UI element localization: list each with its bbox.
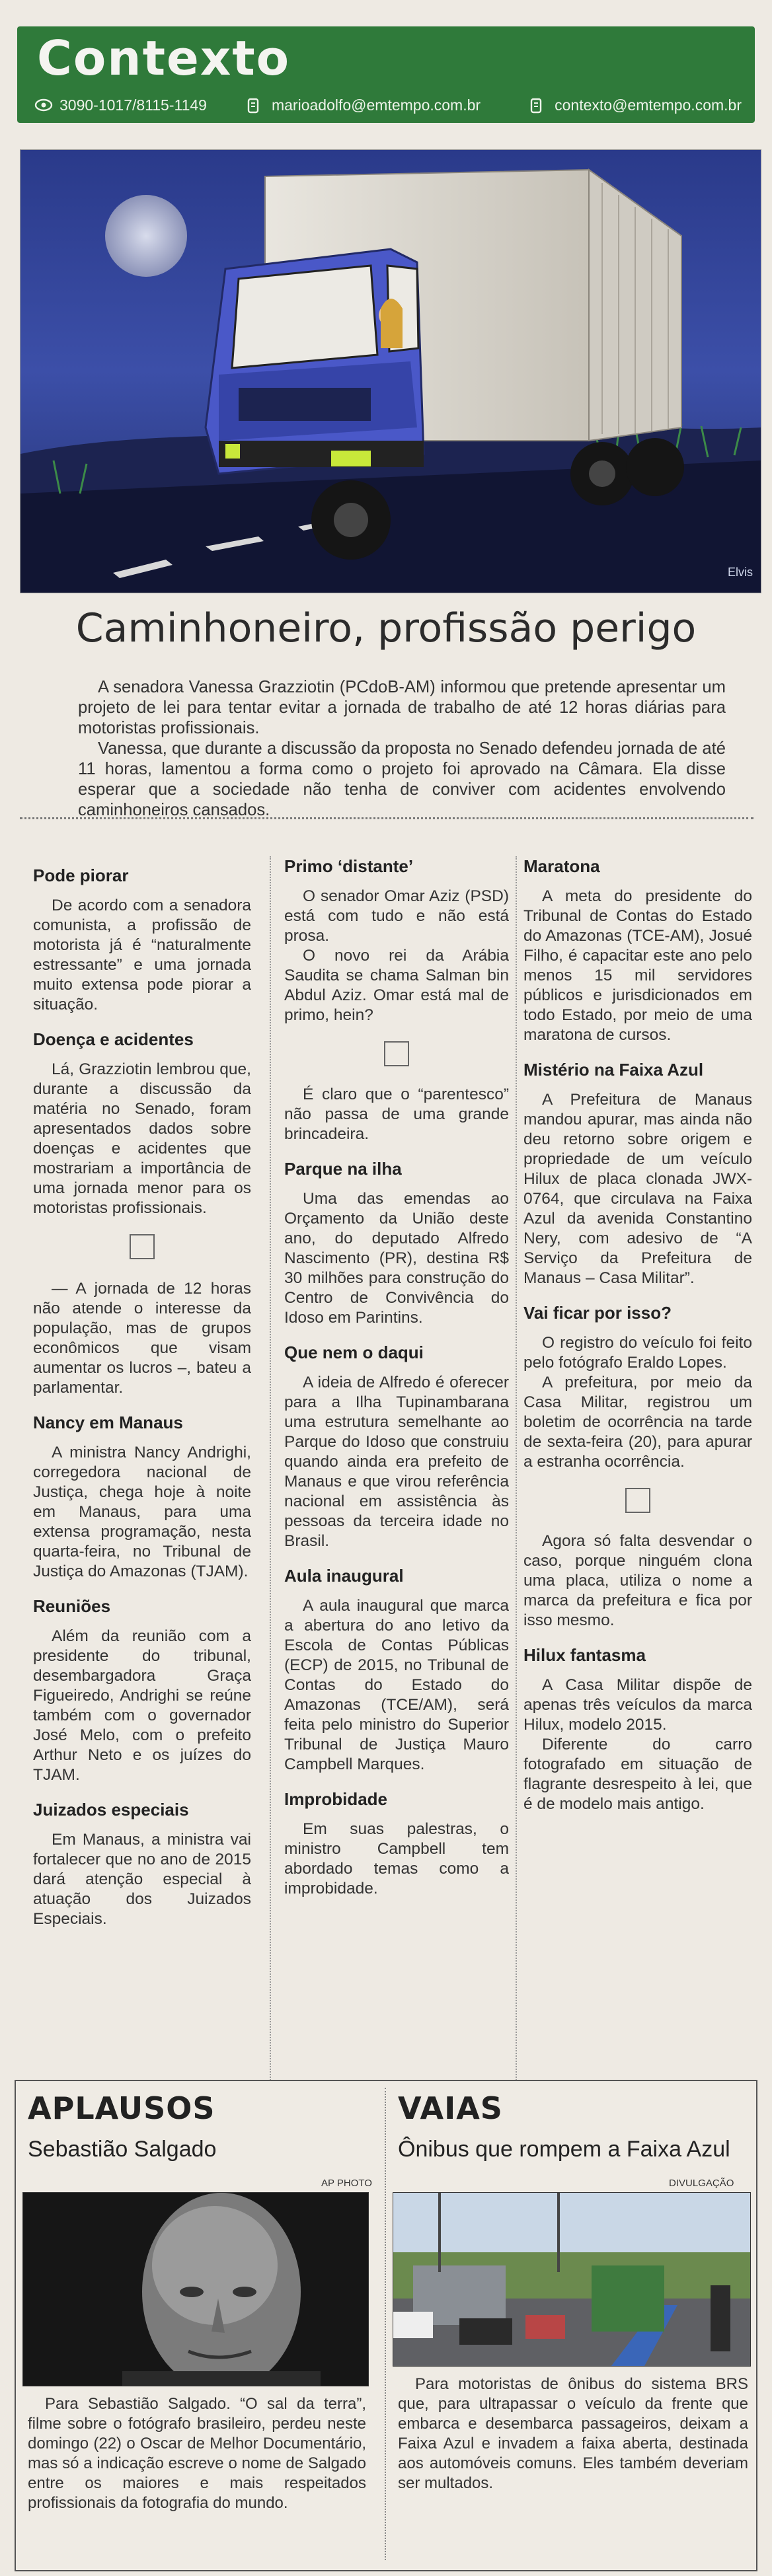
box-divider bbox=[385, 2088, 386, 2560]
lead-paragraph: A senadora Vanessa Grazziotin (PCdoB-AM) informou que pretende apresentar um projeto de lei para tentar evitar a jornada de trabalho de até 12 horas diárias para motoristas profissionais. bbox=[78, 678, 726, 737]
column-3 bbox=[523, 856, 752, 1814]
subhead-pode-piorar: Pode piorar bbox=[33, 865, 129, 885]
paragraph: — A jornada de 12 horas não atende o interesse da população, mas de grupos econômicos que visam aumentar os lucros –, bateu a parlamentar. bbox=[33, 1280, 251, 1397]
separator-box-icon bbox=[384, 1041, 409, 1066]
paragraph: É claro que o “parentesco” não passa de uma grande brincadeira. bbox=[284, 1086, 509, 1143]
subhead-vai-ficar: Vai ficar por isso? bbox=[523, 1303, 672, 1323]
mail-icon bbox=[247, 98, 265, 112]
subhead-aula: Aula inaugural bbox=[284, 1566, 404, 1586]
email-contact-1[interactable] bbox=[247, 96, 481, 114]
email-address-1: marioadolfo@emtempo.com.br bbox=[271, 96, 481, 114]
vaias-text bbox=[398, 2374, 748, 2493]
dotted-divider bbox=[20, 817, 753, 819]
email-address-2: contexto@emtempo.com.br bbox=[555, 96, 742, 114]
paragraph: A aula inaugural que marca a abertura do ano letivo da Escola de Contas Públicas (ECP) de 2015, no Tribunal de Contas do Estado do Amazonas (TCE/AM), será feita pelo ministro do Superior Tribunal de Justiça Mauro Campbell Marques. bbox=[284, 1597, 509, 1773]
paragraph: A Casa Militar dispõe de apenas três veículos da marca Hilux, modelo 2015. bbox=[523, 1676, 752, 1734]
contact-bar bbox=[17, 92, 755, 118]
subhead-improbidade: Improbidade bbox=[284, 1789, 388, 1809]
paragraph: Diferente do carro fotografado em situação de flagrante desrespeito à lei, que é de modelo mais antigo. bbox=[523, 1736, 752, 1813]
vaias-subtitle: Ônibus que rompem a Faixa Azul bbox=[398, 2137, 730, 2162]
paragraph: Uma das emendas ao Orçamento da União deste ano, do deputado Alfredo Nascimento (PR), destina R$ 30 milhões para construção do Centro de Convivência do Idoso em Parintins. bbox=[284, 1190, 509, 1327]
paragraph: Para Sebastião Salgado. “O sal da terra”, filme sobre o fotógrafo brasileiro, perdeu neste domingo (22) o Oscar de Melhor Documentário, mas só a indicação escreve o nome de Salgado entre os maiores e mais respeitados profissionais da fotografia do mundo. bbox=[28, 2395, 366, 2512]
subhead-parque: Parque na ilha bbox=[284, 1159, 402, 1179]
section-title: Contexto bbox=[37, 30, 291, 86]
column-1 bbox=[33, 865, 251, 1929]
subhead-reunioes: Reuniões bbox=[33, 1596, 111, 1616]
paragraph: A ministra Nancy Andrighi, corregedora nacional de Justiça, chega hoje à noite em Manaus, para uma extensa programação, nesta quarta-feira, no Tribunal de Justiça do Amazonas (TJAM). bbox=[33, 1444, 251, 1580]
phone-number: 3090-1017/8115-1149 bbox=[59, 96, 207, 114]
paragraph: O novo rei da Arábia Saudita se chama Salman bin Abdul Aziz. Omar está mal de primo, hein? bbox=[284, 947, 509, 1024]
subhead-primo: Primo ‘distante’ bbox=[284, 856, 414, 876]
aplausos-vaias-box bbox=[15, 2080, 757, 2571]
paragraph: A prefeitura, por meio da Casa Militar, registrou um boletim de ocorrência na tarde de sexta-feira (20), para apurar a estranha ocorrência. bbox=[523, 1374, 752, 1471]
email-contact-2[interactable] bbox=[529, 96, 742, 114]
section-header bbox=[17, 26, 755, 123]
paragraph: De acordo com a senadora comunista, a profissão de motorista já é “naturalmente estressante” e uma jornada muito extensa pode piorar a situação. bbox=[33, 897, 251, 1013]
paragraph: A Prefeitura de Manaus mandou apurar, mas ainda não deu retorno sobre origem e propriedade de um veículo Hilux de placa clonada JWX-0764, que circulava na Faixa Azul da avenida Constantino Nery, com adesivo de “A Serviço da Prefeitura de Manaus – Casa Militar”. bbox=[523, 1091, 752, 1287]
phone-icon bbox=[34, 98, 53, 112]
headline: Caminhoneiro, profissão perigo bbox=[75, 605, 697, 651]
paragraph: Em Manaus, a ministra vai fortalecer que no ano de 2015 dará atenção especial à atuação dos Juizados Especiais. bbox=[33, 1831, 251, 1928]
separator-box-icon bbox=[625, 1488, 650, 1513]
aplausos-title: APLAUSOS bbox=[28, 2090, 215, 2126]
photo-credit: AP PHOTO bbox=[321, 2178, 372, 2189]
subhead-nancy: Nancy em Manaus bbox=[33, 1413, 183, 1432]
column-divider bbox=[516, 856, 517, 2112]
paragraph: Lá, Grazziotin lembrou que, durante a discussão da matéria no Senado, foram apresentados dados sobre doenças e acidentes que mostrariam a importância de uma jornada menor para os motoristas profissionais. bbox=[33, 1060, 251, 1217]
paragraph: Agora só falta desvendar o caso, porque ninguém clona uma placa, utiliza o nome a marca da prefeitura e fica por isso mesmo. bbox=[523, 1532, 752, 1629]
paragraph: A meta do presidente do Tribunal de Contas do Estado do Amazonas (TCE-AM), Josué Filho, é capacitar este ano pelo menos 15 mil servidores públicos e jurisdicionados em todo Estado, por meio de uma maratona de cursos. bbox=[523, 887, 752, 1044]
truck-illustration bbox=[20, 149, 761, 593]
paragraph: Para motoristas de ônibus do sistema BRS que, para ultrapassar o veículo da frente que embarca e desembarca passageiros, deixam a Faixa Azul e invadem a faixa aberta, destinada aos automóveis comuns. Eles também deveriam ser multados. bbox=[398, 2375, 748, 2492]
mail-icon bbox=[529, 98, 548, 112]
lead-paragraphs bbox=[78, 677, 726, 821]
column-2 bbox=[284, 856, 509, 1899]
subhead-que-nem: Que nem o daqui bbox=[284, 1343, 424, 1362]
lead-paragraph: Vanessa, que durante a discussão da proposta no Senado defendeu jornada de até 11 horas, lamentou a forma como o projeto foi aprovado na Câmara. Ela disse esperar que a sociedade não tenha de conviver com acidentes envolvendo caminhoneiros cansados. bbox=[78, 739, 726, 819]
vaias-title: VAIAS bbox=[398, 2090, 503, 2126]
subhead-maratona: Maratona bbox=[523, 856, 600, 876]
subhead-juizados: Juizados especiais bbox=[33, 1800, 189, 1820]
paragraph: O senador Omar Aziz (PSD) está com tudo e não está prosa. bbox=[284, 887, 509, 945]
illustration-credit: Elvis bbox=[727, 566, 753, 579]
aplausos-text bbox=[28, 2394, 366, 2513]
salgado-photo bbox=[22, 2192, 369, 2386]
subhead-doenca: Doença e acidentes bbox=[33, 1029, 194, 1049]
paragraph: Além da reunião com a presidente do tribunal, desembargadora Graça Figueiredo, Andrighi se reúne também com o governador José Melo, com o prefeito Arthur Neto e os juízes do TJAM. bbox=[33, 1627, 251, 1784]
paragraph: O registro do veículo foi feito pelo fotógrafo Eraldo Lopes. bbox=[523, 1334, 752, 1372]
phone-contact bbox=[34, 96, 207, 114]
subhead-misterio: Mistério na Faixa Azul bbox=[523, 1060, 704, 1080]
photo-credit: DIVULGAÇÃO bbox=[669, 2178, 734, 2189]
buses-photo bbox=[393, 2192, 751, 2367]
moon bbox=[105, 195, 187, 277]
paragraph: A ideia de Alfredo é oferecer para a Ilha Tupinambarana uma estrutura semelhante ao Parque do Idoso que construiu quando ainda era prefeito de Manaus e que virou referência nacional em assistência às pessoas da terceira idade no Brasil. bbox=[284, 1374, 509, 1550]
subhead-hilux: Hilux fantasma bbox=[523, 1645, 646, 1665]
aplausos-subtitle: Sebastião Salgado bbox=[28, 2137, 217, 2162]
separator-box-icon bbox=[130, 1234, 155, 1259]
paragraph: Em suas palestras, o ministro Campbell tem abordado temas como a improbidade. bbox=[284, 1820, 509, 1897]
column-divider bbox=[270, 856, 271, 2112]
